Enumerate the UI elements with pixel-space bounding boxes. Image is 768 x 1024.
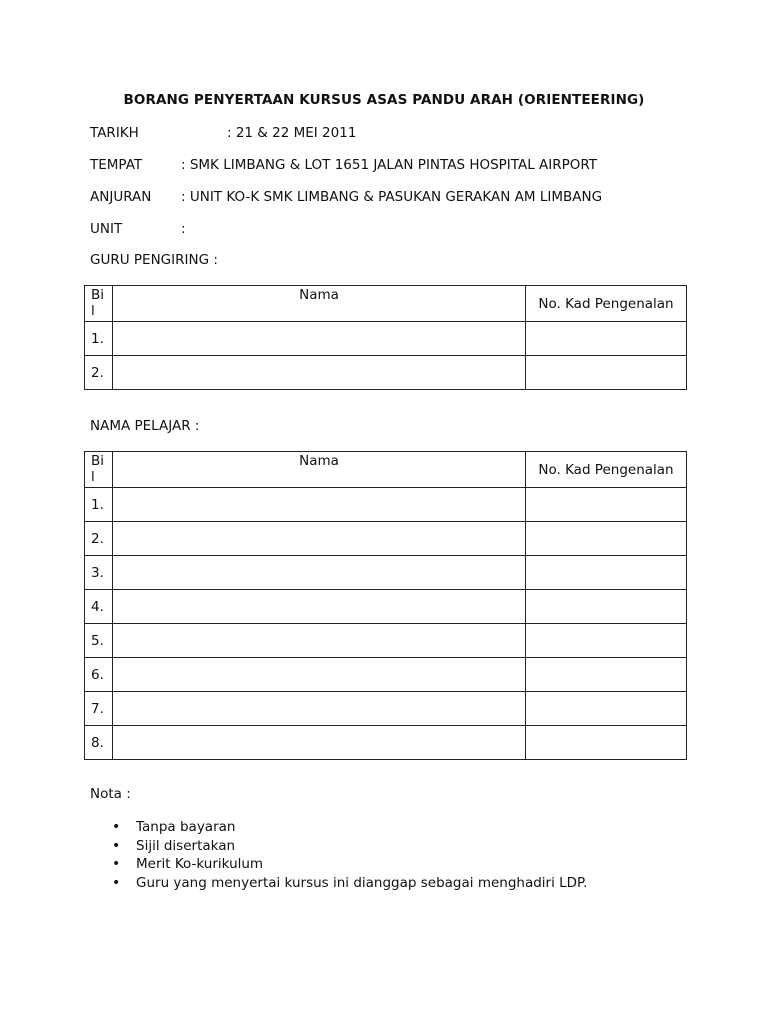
field-label: TARIKH bbox=[90, 125, 139, 141]
pelajar-section-label: NAMA PELAJAR : bbox=[90, 418, 200, 434]
list-item: • Merit Ko-kurikulum bbox=[90, 855, 587, 874]
table-row bbox=[85, 488, 687, 522]
ic-cell[interactable] bbox=[526, 556, 687, 590]
bil-header-line2: l bbox=[91, 303, 95, 319]
nama-cell[interactable] bbox=[113, 356, 526, 390]
field-value: : UNIT KO-K SMK LIMBANG & PASUKAN GERAKAN AM LIMBANG bbox=[181, 189, 603, 205]
nama-cell[interactable] bbox=[113, 692, 526, 726]
table-row bbox=[85, 322, 687, 356]
ic-cell[interactable] bbox=[526, 488, 687, 522]
table-row bbox=[85, 692, 687, 726]
ic-cell[interactable] bbox=[526, 692, 687, 726]
row-number: 2. bbox=[85, 522, 113, 556]
nama-cell[interactable] bbox=[113, 624, 526, 658]
table-row bbox=[85, 356, 687, 390]
nota-label: Nota : bbox=[90, 786, 131, 802]
table-row bbox=[85, 590, 687, 624]
row-number: 1. bbox=[85, 322, 113, 356]
table-row bbox=[85, 624, 687, 658]
row-number: 2. bbox=[85, 356, 113, 390]
table-header-row bbox=[85, 286, 687, 322]
row-number: 1. bbox=[85, 488, 113, 522]
row-number: 5. bbox=[85, 624, 113, 658]
table-header-row bbox=[85, 452, 687, 488]
table-row bbox=[85, 522, 687, 556]
list-item: • Tanpa bayaran bbox=[90, 818, 587, 837]
bil-header bbox=[85, 286, 113, 322]
row-number: 7. bbox=[85, 692, 113, 726]
bil-header bbox=[85, 452, 113, 488]
ic-cell[interactable] bbox=[526, 356, 687, 390]
row-number: 6. bbox=[85, 658, 113, 692]
ic-header: No. Kad Pengenalan bbox=[526, 452, 687, 488]
nama-cell[interactable] bbox=[113, 488, 526, 522]
nama-cell[interactable] bbox=[113, 658, 526, 692]
field-label: ANJURAN bbox=[90, 189, 152, 205]
bil-header-line2: l bbox=[91, 469, 95, 485]
guru-section-label: GURU PENGIRING : bbox=[90, 252, 218, 268]
field-label: UNIT bbox=[90, 221, 123, 237]
nama-header: Nama bbox=[113, 452, 526, 488]
bil-header-line1: Bi bbox=[91, 287, 105, 303]
nama-cell[interactable] bbox=[113, 726, 526, 760]
nota-list bbox=[90, 818, 587, 892]
field-value: : SMK LIMBANG & LOT 1651 JALAN PINTAS HOSPITAL AIRPORT bbox=[181, 157, 598, 173]
ic-cell[interactable] bbox=[526, 658, 687, 692]
ic-cell[interactable] bbox=[526, 624, 687, 658]
nama-cell[interactable] bbox=[113, 556, 526, 590]
form-title: BORANG PENYERTAAN KURSUS ASAS PANDU ARAH (ORIENTEERING) bbox=[123, 92, 645, 108]
ic-cell[interactable] bbox=[526, 590, 687, 624]
field-value: : bbox=[181, 221, 186, 237]
row-number: 3. bbox=[85, 556, 113, 590]
guru-table bbox=[84, 285, 687, 390]
list-item: • Sijil disertakan bbox=[90, 837, 587, 856]
row-number: 4. bbox=[85, 590, 113, 624]
row-number: 8. bbox=[85, 726, 113, 760]
list-item: • Guru yang menyertai kursus ini dianggap sebagai menghadiri LDP. bbox=[90, 874, 587, 893]
bil-header-line1: Bi bbox=[91, 453, 105, 469]
ic-cell[interactable] bbox=[526, 522, 687, 556]
nama-header: Nama bbox=[113, 286, 526, 322]
table-row bbox=[85, 556, 687, 590]
nama-cell[interactable] bbox=[113, 590, 526, 624]
ic-header: No. Kad Pengenalan bbox=[526, 286, 687, 322]
field-value: : 21 & 22 MEI 2011 bbox=[227, 125, 357, 141]
ic-cell[interactable] bbox=[526, 322, 687, 356]
field-label: TEMPAT bbox=[90, 157, 143, 173]
table-row bbox=[85, 658, 687, 692]
ic-cell[interactable] bbox=[526, 726, 687, 760]
nama-cell[interactable] bbox=[113, 322, 526, 356]
table-row bbox=[85, 726, 687, 760]
pelajar-table bbox=[84, 451, 687, 760]
nama-cell[interactable] bbox=[113, 522, 526, 556]
